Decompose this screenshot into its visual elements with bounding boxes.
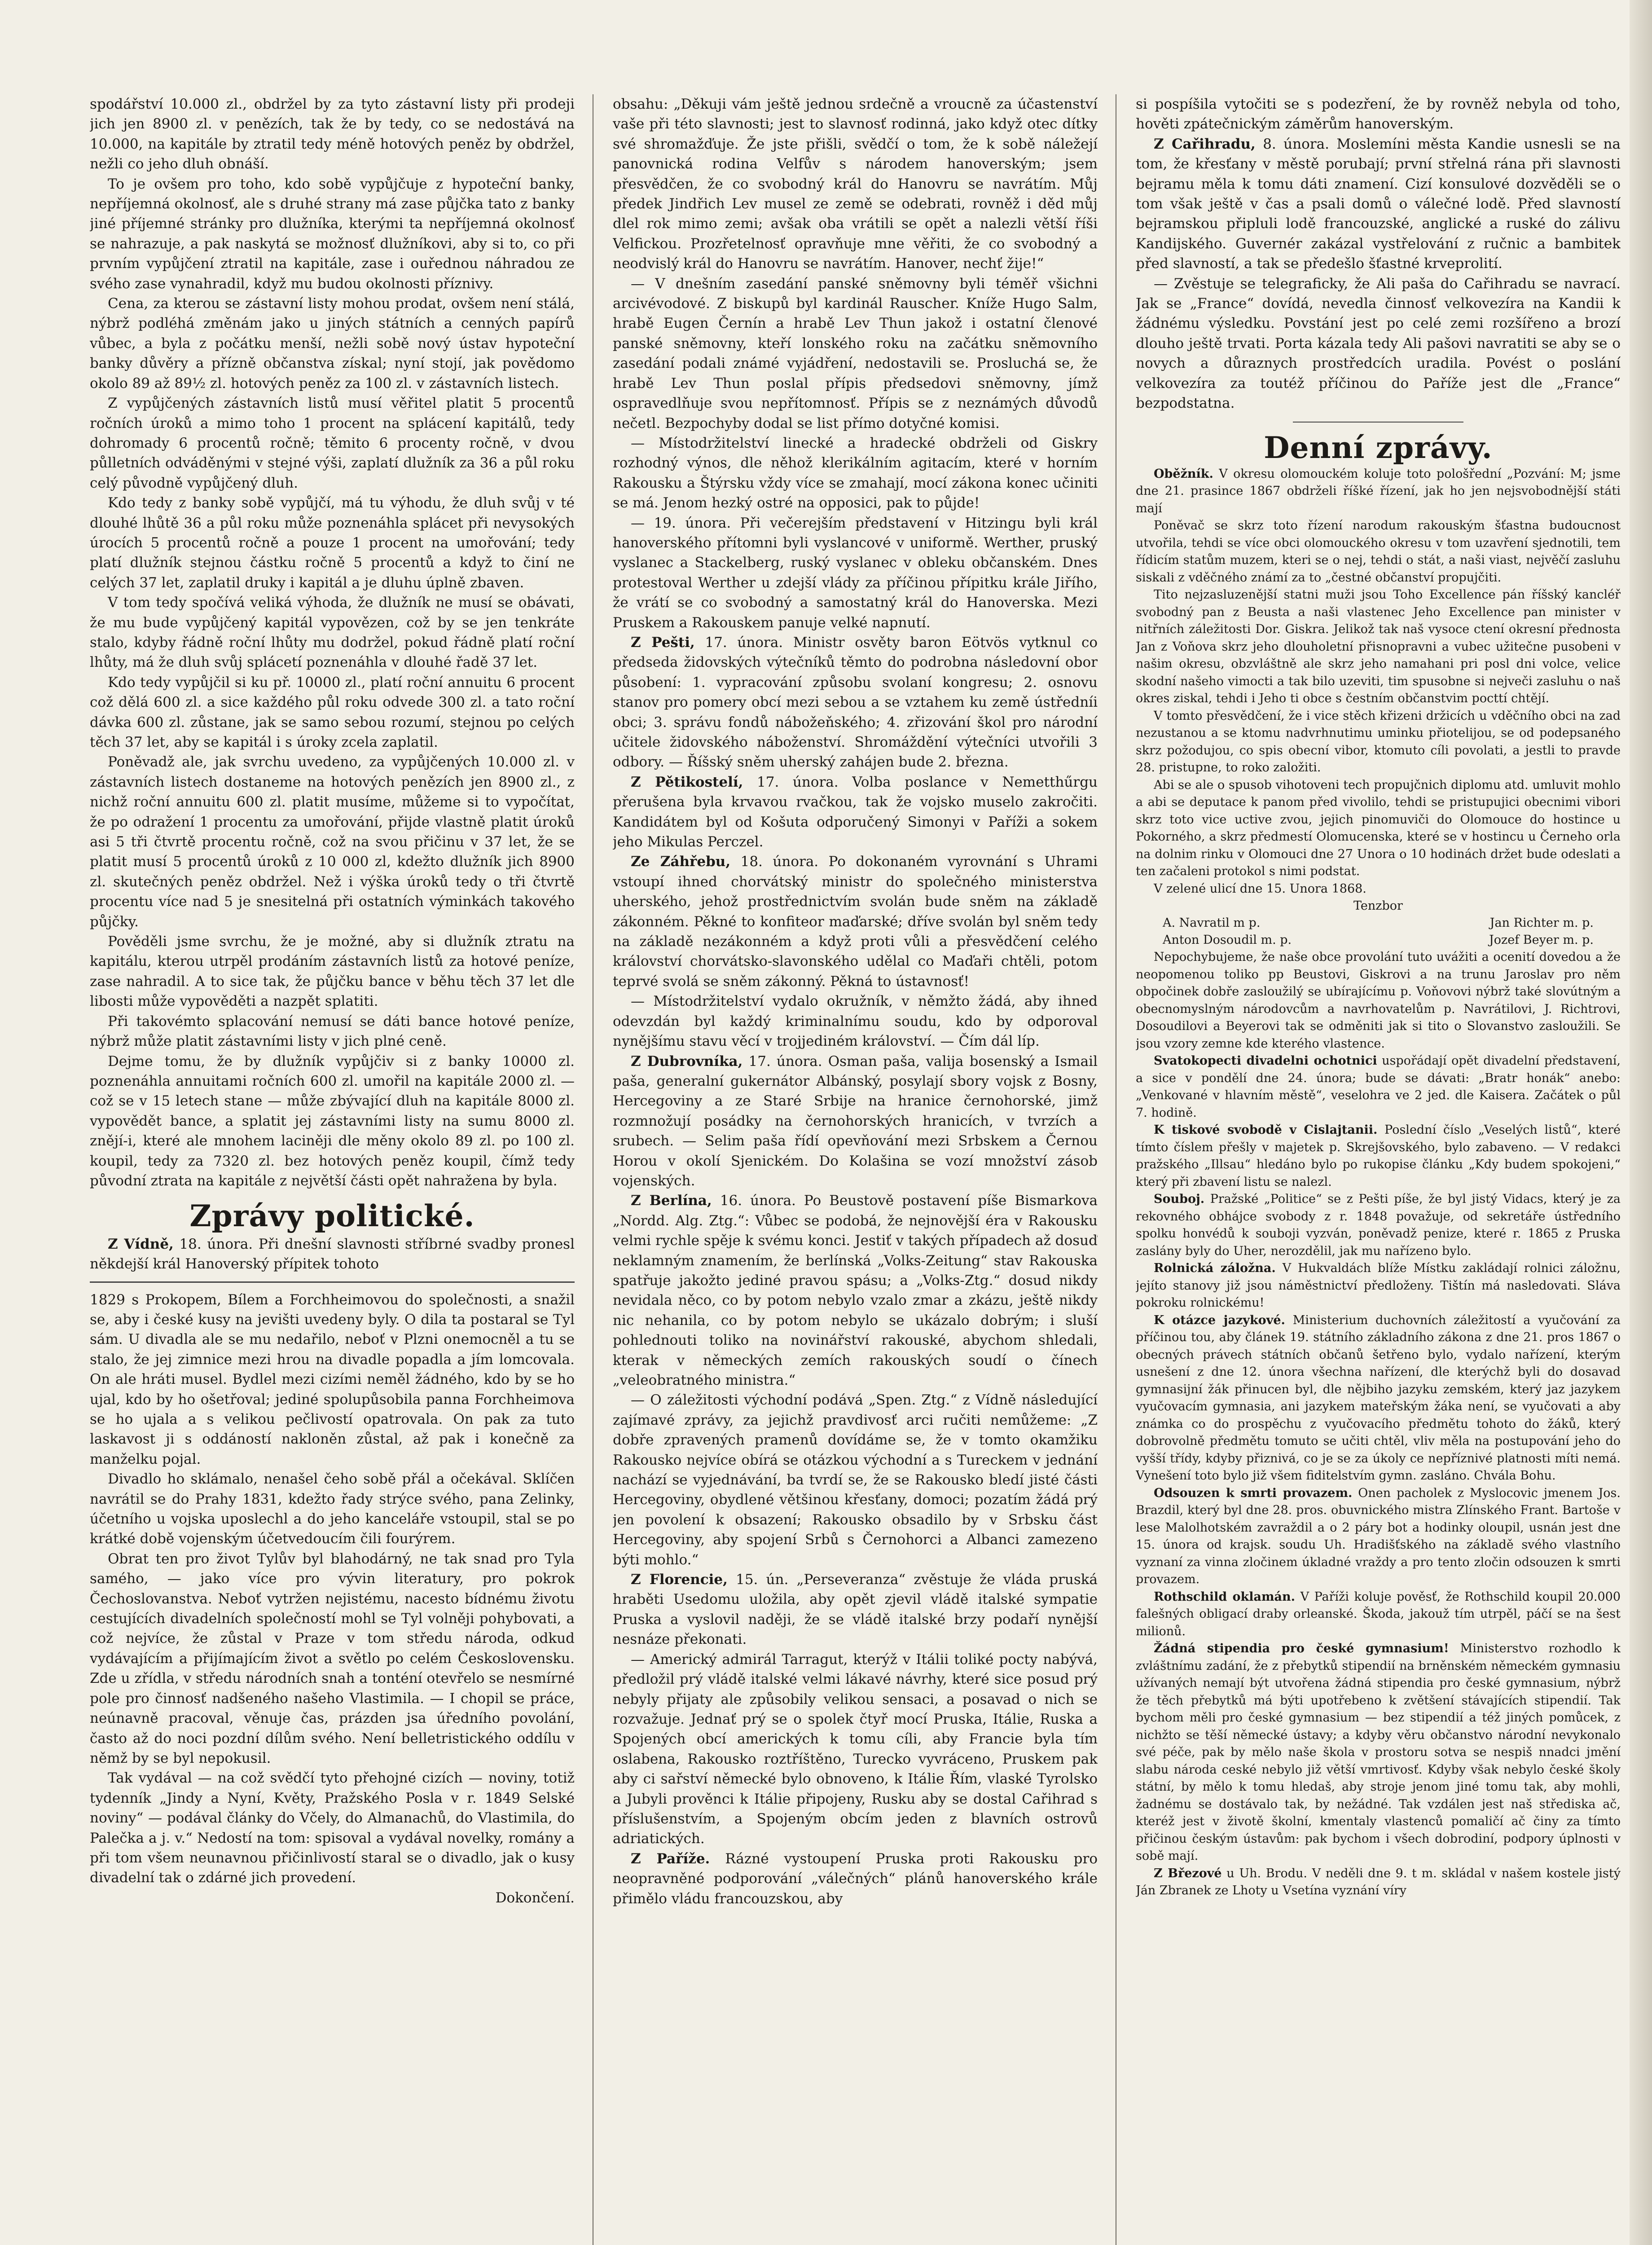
article-paragraph: Cena, za kterou se zástavní listy mohou prodat, ovšem není stálá, nýbrž podléhá změnám jako u jiných státních a cenných papírů vůbec, a byla z počátku menší, nežli sobě nový ústav hypoteční banky důvěry a přízně občanstva získal; nyní stojí, jak povědomo okolo 89 až 89½ zl. hotových peněz za 100 zl. v zástavních listech. <box>90 295 575 392</box>
item-heading: Žádná stipendia pro české gymnasium! <box>1154 1642 1449 1656</box>
article-paragraph: Kdo tedy vypůjčil si ku př. 10000 zl., platí roční annuitu 6 procent což dělá 600 zl. a sice každého půl roku odvede 300 zl. a tato roční dávka 600 zl. zůstane, jak se samo sebou rozumí, stejnou po celých těch 37 let, aby se kapitál i s úroky zcela zaplatil. <box>90 674 575 750</box>
article-paragraph: Dejme tomu, že by dlužník vypůjčiv si z banky 10000 zl. poznenáhla annuitami ročních 600 zl. umořil na kapitále 2000 zl. — což se v 15 letech stane — může zbývající dluh na kapitále 8000 zl. vypovědět bance, a splatit jej zástavními listy na sumu 8000 zl. znějí-i, které ale mnohem laciněji dle měny okolo 89 zl. po 100 zl. koupil, tedy za 7320 zl. bez hotových peněz koupil, čímž tedy původní ztrata na kapitále z největší části opět nahražena by byla. <box>90 1053 575 1189</box>
dateline: Z Dubrovníka, <box>631 1053 743 1070</box>
news-item-language <box>1136 1312 1621 1485</box>
dateline: Z Florencie, <box>631 1572 728 1588</box>
news-text: 15. ún. „Perseveranza“ zvěstuje že vláda pruská hraběti Usedomu uložila, aby opět zjevil vládě italské sympatie Pruska a vyslovil naději, že se vládě italské brzy podaří nynější nesnáze překonati. <box>613 1572 1098 1648</box>
continued-note: Dokončení. <box>495 1889 575 1906</box>
article-paragraph: — Americký admirál Tarragut, kterýž v Itálii toliké pocty nabývá, předložil prý vládě italské velmi lákavé návrhy, které sice posud prý nebyly přijaty ale způsobily velikou sensaci, a posavad o nich se rozvažuje. Jednať prý se o spolek čtyř mocí Pruska, Itálie, Ruska a Spojených obcí amerických k tomu cíli, aby Francie byla tím oslabena, Rakousko roztříštěno, Turecko vyvráceno, Pruskem pak aby ci sařství německé bylo obnoveno, k Itálie Řím, vlaské Tyrolsko a Jubyli prověnci k Itálie připojeny, Rusku aby se dostal Cařihrad s příslušenstvím, a Spojeným obcím jeden z blavních ostrovů adriatických. <box>613 1651 1098 1847</box>
news-text: 16. února. Po Beustově postavení píše Bismarkova „Nordd. Alg. Ztg.“: Vůbec se podobá, že nejnovější éra v Rakousku velmi rychle spěje k svému konci. Jestiť v takých případech až dosuď neklamným znamením, že berlínská „Volks-Zeitung“ stav Rakouska spatřuje jakožto jediné pravou spásu; a „Volks-Ztg.“ dosud nikdy nevidala něco, co by potom nebylo vzalo zmar a zkázu, ještě nikdy nic nehanila, co by potom nebylo se ukázalo dobrým; i sluší pohlednouti toliko na novinářství rakouské, abychom shledali, kterak v německých zemích rakouských soudí o čínech „veleobratného ministra.“ <box>613 1193 1098 1388</box>
news-item-circular <box>1136 466 1621 518</box>
article-paragraph: V tomto přesvědčení, že i vice stěch křizeni držicích u vděčního obci na zad nezustanou a se ktomu nadvrhnutimu uminku přiotelijou, se od podepsaného skrz požodujou, co spis obecní vibor, ktomuto cíli povolati, a jestli to pravde 28. pristupne, to roko založiti. <box>1136 709 1621 775</box>
article-paragraph: — 19. února. Při večerejším představení v Hitzingu byli král hanoverského přítomni byli vyslancové v uniformě. Werther, pruský vyslanec a Stackelberg, ruský vyslanec v obleku občanském. Dnes protestoval Werther u zdejší vlády za příčinou přípitku krále Jiřího, že vrátí se co svobodný a samostatný král do Hanoverska. Mezi Pruskem a Rakouskem panuje velké napnutí. <box>613 515 1098 631</box>
item-heading: K tiskové svobodě v Cislajtanii. <box>1154 1123 1378 1137</box>
news-text: uspořádají opět divadelní představení, a sice v pondělí dne 24. února; bude se dávati: „Bratr honák“ anebo: „Venkované v hlavním městě“, veselohra ve 2 jed. dle Kaisera. Začátek o půl 7. hodině. <box>1136 1054 1621 1120</box>
section-heading-politics: Zprávy politické. <box>189 1198 475 1234</box>
signature-title: Tenzbor <box>1353 899 1403 913</box>
article-paragraph: obsahu: „Děkuji vám ještě jednou srdečně a vroucně za účastenství vaše při této slavnosti; jest to slavnosť rodinná, jako když otec dítky své shromažďuje. Že jste přišli, svědčí o tom, že k sobě náležejí panovnická rodina Velfův s národem hanoverským; jsem přesvědčen, že co svobodný král do Hanovru se navrátím. Můj předek Jindřich Lev musel ze země se odebrati, rovněž i děd můj dlel rok mimo zemi; avšak oba vrátili se opět a nalezli větší říši Velfickou. Prozřetelnosť opravňuje mne věřiti, že co svobodný a neodvislý král do Hanovru se navrátím. Hanover, nechť žije!“ <box>613 96 1098 272</box>
news-item-constantinople <box>1136 134 1621 274</box>
news-item-duel <box>1136 1191 1621 1260</box>
feuilleton-paragraph: Tak vydával — na což svědčí tyto přehojné cizích — noviny, totiž tydenník „Jindy a Nyní, Květy, Pražského Posla v r. 1849 Selské noviny“ — podával články do Včely, do Almanachů, do Vlastimila, do Palečka a j. v.“ Nedostí na tom: spisoval a vydával novelky, romány a při tom všem neunavnou přičinlivostí staral se o divadlo, jak o kusy divadelní tak o zdárné jich provedení. <box>90 1770 575 1886</box>
item-heading: Odsouzen k smrti provazem. <box>1154 1486 1353 1500</box>
news-item-stipends <box>1136 1640 1621 1865</box>
news-item-paris <box>613 1849 1098 1909</box>
article-paragraph: Abi se ale o spusob vihotoveni tech propujčnich diplomu atd. umluvit mohlo a abi se deputace k panom před vivolilo, tehdi se pristupujici obecnimi vibori skrz toto vice uctive zvou, jejich pinomuviči do Olomouce do hostince u Pokorného, a skrz předmestí Olomucenska, které se v hostincu u Černeho orla na dolnim rinku v Olomouci dne 27 Unora o 10 hodinách držet bude odeslati a ten začaleni protokol s nimi podstat. <box>1136 778 1621 879</box>
section-heading-daily: Denní zprávy. <box>1264 430 1493 465</box>
feuilleton-paragraph: Divadlo ho sklámalo, nenašel čeho sobě přál a očekával. Sklíčen navrátil se do Prahy 1831, kdežto řady strýce svého, pana Zelinky, účetního u vojska uposlechl a do jeho kanceláře vstoupil, stal se po krátké době vojenským účetvedoucím čili fourýrem. <box>90 1471 575 1547</box>
article-paragraph: Nepochybujeme, že naše obce provolání tuto uvážiti a ocenití dovedou a že neopomenou toliko pp Beustovi, Giskrovi a na trunu Jaroslav pro něm obpočinek dobře zasloužilý se ubírajícímu p. Voňovovi nýbrž také slovútným a obecnomyslným národovcům a navrhovatelům p. Navrátilovi, J. Richtrovi, Dosoudilovi a Beyerovi tak se odměniti jak si tito o Slovanstvo zasloužili. Se jsou vzory zemne kde kterého vlastence. <box>1136 950 1621 1051</box>
article-paragraph: — V dnešním zasedání panské sněmovny byli téměř všichni arcivévodové. Z biskupů byl kardinál Rauscher. Kníže Hugo Salm, hrabě Eugen Černín a hrabě Lev Thun jakož i ostatní členové panské sněmovny, kteří lonského roku na začátku sněmovního zasedání podali známé vyjádření, nedostavili se. Prosluchá se, že hrabě Lev Thun poslal přípis předsedovi sněmovny, jímž ospravedlňuje svou nepřítomnosť. Přípis se z neznámých důvodů nečetl. Bezpochyby dodal se list přímo dotyčné komisi. <box>613 275 1098 431</box>
article-paragraph: Tito nejzasluzenější statni muži jsou Toho Excellence pán říšský kancléř svobodný pan z Beusta a naši vlastenec Jeho Excellence pan minister v nitřních záležitosti Dor. Giskra. Jelikož tak naš vysoce ctení okresní přednosta Jan z Voňova skrz jeho dlouholetní přisnopravni a vubec užitečne pusobeni v našim okresu, obzvláštně ale skrz jeho namahani pri posl dni volce, velice skodní našeho vimocti a tak bilo uzeviti, tim spusobne si nejveči zasluhu o naš okres ziskal, tehdi i Jeho ti obce s čestním občanstvim pocttí chtějí. <box>1136 588 1621 706</box>
news-item-pest <box>613 633 1098 772</box>
news-item-vienna <box>90 1234 575 1274</box>
news-text: 17. února. Volba poslance v Nemetthűrgu přerušena byla krvavou rvačkou, tak že vojsko muselo zakročiti. Kandidátem byl od Košuta odporučený Simonyi v Paříži a sokem jeho Mikulas Perczel. <box>613 774 1098 850</box>
news-text: Onen pacholek z Myslocovic jmenem Jos. Brazdil, který byl dne 28. pros. obuvnického mistra Zlínského Frant. Bartoše v lese Malolhotském zavraždil a o 2 páry bot a hodinky oloupil, usnán jest dne 15. února od krajsk. soudu Uh. Hradišťského na základě svého vlastního vyznaní za vinna zločinem úkladné vraždy a pro tento zločin odsouzen k smrti provazem. <box>1136 1486 1621 1587</box>
article-paragraph: Pověděli jsme svrchu, že je možné, aby si dlužník ztratu na kapitálu, kterou utrpěl prodáním zástavních listů za hotové peníze, zase nahradil. A to sice tak, že půjčku bance v běhu těch 37 let dle libosti může vypověděti a nazpět splatiti. <box>90 933 575 1010</box>
news-item-zahreb <box>613 852 1098 991</box>
item-heading: Z Březové <box>1154 1866 1222 1880</box>
news-text: Poslední číslo „Veselých listů“, které tímto číslem přešly v majetek p. Skrejšovského, bylo zabaveno. — V redakci pražského „Illsau“ hledáno bylo po rukopise článku „Kdy budem spokojeni,“ který při zbavení listu se nalezl. <box>1136 1123 1621 1189</box>
news-item-florence <box>613 1570 1098 1650</box>
news-item-berlin <box>613 1191 1098 1390</box>
section-divider <box>1293 422 1463 423</box>
article-paragraph: V tom tedy spočívá veliká výhoda, že dlužník ne musí se obávati, že mu bude vypůjčený kapitál vypovězen, což by se jen tenkráte stalo, kdyby řádně roční lhůty mu dodržel, pokud řádně platí roční lhůty, má že dluh svůj splácetí poznenáhla v dlouhé řadě 37 let. <box>90 594 575 671</box>
article-paragraph: Při takovémto splacování nemusí se dáti bance hotové peníze, nýbrž může platit zástavními listy v jich plné ceně. <box>90 1013 575 1050</box>
news-text: 18. února. Po dokonaném vyrovnání s Uhrami vstoupí ihned chorvátský ministr do společného ministerstva uherského, jehož prostřednictvím svolán bude sněm na základě zákonném. Pěkné to konfiteor maďarské; dříve svolán byl sněm tedy na základě nezákonném a když proti vůli a přesvědčení celého království chorvátsko-slavonského udělal co Maďaři chtěli, potom teprvé svolá se sněm zákonný. Pěkná to ústavnosť! <box>613 854 1098 990</box>
news-text: Rázné vystoupení Pruska proti Rakousku pro neopravněné podporování „válečných“ plánů hanoverského krále přimělo vládu francouzskou, aby <box>613 1850 1098 1907</box>
dateline: Z Vídně, <box>108 1236 174 1252</box>
dateline: Z Paříže. <box>631 1850 710 1867</box>
item-heading: Svatokopecti divadelni ochotnici <box>1154 1054 1377 1068</box>
news-text: V Paříži koluje pověsť, že Rothschild koupil 20.000 falešných obligací draby orleanské. Škoda, jakouž tím utrpěl, páčí se na šest milionů. <box>1136 1589 1621 1638</box>
article-paragraph: spodářství 10.000 zl., obdržel by za tyto zástavní listy při prodeji jich jen 8900 zl. v penězích, tak že by tedy, co se nedostává na 10.000, na kapitále by ztratil tedy méně hotových peněz by obdržel, nežli co jeho dluh obnáší. <box>90 96 575 172</box>
news-text: u Uh. Brodu. V neděli dne 9. t m. skládal v našem kostele jistý Ján Zbranek ze Lhoty u Vsetína vyznání víry <box>1136 1866 1621 1898</box>
article-paragraph: — Místodržitelství vydalo okružník, v němžto žádá, aby ihned odevzdán byl každý kriminalnímu soudu, kdo by odporoval nynějšímu stavu věcí v trojjediném království. — Čím dál líp. <box>613 993 1098 1050</box>
news-item-theatre <box>1136 1052 1621 1122</box>
news-item-dubrovnik <box>613 1052 1098 1191</box>
news-text: Pražské „Politice“ se z Pešti píše, že byl jistý Vidacs, který je za rekovného obhájce svobody z r. 1848 považuje, od sekretáře ústředního spolku honvédů k souboji vyzván, poněvadž penize, které r. 1865 z Pruska zaslány byly do Uher, nerozdělil, jak mu nařízeno bylo. <box>1136 1192 1621 1258</box>
item-heading: Souboj. <box>1154 1192 1205 1206</box>
signature-row <box>1136 915 1621 932</box>
news-text: 17. února. Ministr osvěty baron Eötvös vytknul co předseda židovských výtečníků těmto do podrobna následovní obor působení: 1. vypracování způsobu svolaní kongresu; 2. osnovu stanov pro pomery obcí mezi sebou a se vztahem ku země ústředníi obci; 3. správu fondů nábožeňského; 4. zřizování škol pro národní učitele židovského náboženství. Shromáždění výtečníci utvořili 3 odbory. — Říšský sněm uherský zahájen bude 2. března. <box>613 634 1098 770</box>
news-text: 8. února. Moslemíni města Kandie usnesli se na tom, že křesťany v městě porubají; první střelná rána při slavnosti bejramu měla k tomu dáti znamení. Cizí konsulové dozvěděli se o tom však ještě v čas a psali domů o válečné lodě. Před slavností bejramskou připluli lodě francouzské, anglické a ruské do zálivu Kandijského. Guvernér zakázal vystřelování z ručnic a bambitek před slavností, a tak se předešlo šťastné krveprolití. <box>1136 136 1621 272</box>
news-text: 17. února. Osman paša, valija bosenský a Ismail paša, generalní gukernátor Albánský, posylají sbory vojsk z Bosny, Hercegoviny a ze Staré Srbije na hranice černohorské, jimž rozmnožují posádky na černohorských hranicích, v tvrzích a srubech. — Selim paša řídí opevňování mezi Srbskem a Černou Horou v okolí Sjenickém. Do Kolašina se vozí množství zásob vojenských. <box>613 1053 1098 1189</box>
newspaper-page <box>90 94 1634 2245</box>
item-heading: K otázce jazykové. <box>1154 1313 1285 1327</box>
dateline: Z Berlína, <box>631 1193 712 1209</box>
feuilleton-paragraph: Obrat ten pro život Tylův byl blahodárný, ne tak snad pro Tyla samého, — jako více pro vývin literatury, pro pokrok Čechoslovanstva. Neboť vytržen nejistému, nacesto bídnému životu cestujících divadelních společností mohl se Tyl volněji pohybovati, a což nejvíce, že zůstal v Praze v tom středu národa, odkud vydávajícím a přijímajícím život a světlo po celém Československu. Zde u zřídla, v středu národních snah a tonténí otevřelo se nesmírné pole pro činnosť nadšeného našeho Vlastimila. — I chopil se práce, neúnavně pracoval, věnuje čas, prázden jsa úředního povolání, často až do noci pozdní dílům svého. Není belletristického oddílu v němž by se byl nepokusil. <box>90 1550 575 1766</box>
signatory: Jan Richter m. p. <box>1489 916 1594 930</box>
dateline: Z Pešti, <box>631 634 695 651</box>
signatory: Anton Dosoudil m. p. <box>1163 933 1292 947</box>
column-2 <box>613 94 1098 2245</box>
date-line: V zelené ulicí dne 15. Unora 1868. <box>1154 881 1366 896</box>
signature-row <box>1136 932 1621 949</box>
page-edge-shadow <box>1630 0 1652 2245</box>
signature-block <box>1136 898 1621 949</box>
item-heading: Oběžník. <box>1154 467 1213 481</box>
feuilleton-divider <box>90 1281 575 1283</box>
item-heading: Rothschild oklamán. <box>1154 1589 1296 1604</box>
news-item-rothschild <box>1136 1589 1621 1641</box>
article-paragraph: Z vypůjčených zástavních listů musí věřitel platit 5 procentů ročních úroků a mimo toho 1 procent na splácení kapitálů, tedy dohromady 6 procentů ročně; těmito 6 procenty ročně, v dvou půlletních odváděnými v stejné výši, zaplatí dlužník za 36 a půl roku celý původně vypůjčený dluh. <box>90 395 575 491</box>
feuilleton-paragraph: 1829 s Prokopem, Bílem a Forchheimovou do společnosti, a snažil se, aby i české kusy na jevišti uvedeny byly. O dila ta postaral se Tyl sám. U divadla ale se mu nedařilo, neboť v Plzni onemocněl a tu se stalo, že jej zimnice mezi hrou na divadle popadla a jím lomcovala. On ale hráti musel. Bydlel mezi cizími neměl žádného, kdo by se ho ujal, kdo by ho ošetřoval; jediné spolupůsobila panna Forchheimova se ho ujala a s velikou pečlivostí opatrovala. On pak za tuto laskavost ji s oddáností nakloněn zůstal, až pak i konečně za manželku pojal. <box>90 1291 575 1467</box>
article-paragraph: Poněvadž ale, jak svrchu uvedeno, za vypůjčených 10.000 zl. v zástavních listech dostaneme na hotových penězích jen 8900 zl., z nichž roční annuitu 600 zl. platit musíme, můžeme si to vypočítat, že po odražení 1 procentu za umořování, přijde vlastně platit úroků asi 5 tři čtvrtě procentu ročně, což na svou přičinu v 37 let, že se platit musí 5 procentů úroků z 10 000 zl, kdežto dlužník jich 8900 zl. skutečných peněz obdržel. Než i výška úroků tedy o tři čtvrtě procentu více nad 5 je snesitelná při ostatních výminkách takového půjčky. <box>90 754 575 930</box>
item-heading: Rolnická záložna. <box>1154 1261 1276 1276</box>
article-paragraph: Kdo tedy z banky sobě vypůjčí, má tu výhodu, že dluh svůj v té dlouhé lhůtě 36 a půl roku může poznenáhla splácet při nevysokých úrocích 5 procentů ročně a pouze 1 procent na umořování; tedy platí dlužník stejnou částku ročně 5 procentů a když to činí ne celých 37 let, zaplatil druky i kapitál a je dluhu úplně zbaven. <box>90 495 575 591</box>
article-paragraph: — Místodržitelství linecké a hradecké obdrželi od Giskry rozhodný výnos, dle něhož klerikálním agitacím, které v horním Rakousku a Štýrsku vždy více se zmahají, mocí zákona konec učiniti se má. Jenom hezký ostré na opposici, pak to půjde! <box>613 435 1098 511</box>
news-item-petikosteli <box>613 772 1098 852</box>
news-text: Ministerium duchovních záležitostí a vyučování za příčinou tou, aby článek 19. státního základního zákona z dne 21. pros 1867 o obecných právech státních občanů šetřeno bylo, vydalo nařízení, kterým usnešení z dne 12. února všechna nařízení, dle kterýchž byli do dosavad gymnasijní žák přinucen byl, dle nějbiho jazyku zemském, který jaz jazykem vyučovacím gymnasia, ani jazykem mateřským žáka není, se vyučovati a aby známka co do prospěchu z vyučovacího předmětu tohoto do žáků, který dobrovolně předmětu tomuto se učiti chtěl, vliv měla na postupování jeho do vyšší třídy, kdyby přiznivá, co je se za úkoly ce nepříznivé platnosti míti nemá. Vynešení toto bylo již všem fiditelstvím gymn. zasláno. Chvála Bohu. <box>1136 1313 1621 1483</box>
article-paragraph: — O záležitosti východní podává „Spen. Ztg.“ z Vídně následující zajímavé zprávy, za jejichž pravdivosť arci ručiti nemůžeme: „Z dobře zpravených pramenů dovídáme se, že v tomto okamžiku Rakousko nejvíce obírá se otázkou východní a s Tureckem v jednání nachází se vyjednávání, ba tvrdí se, že se Rakousko bledí jisté části Hercegoviny, obydlené většinou křesťany, domoci; pozatím žádá prý jen povolení k obsazení; Rakousko obsadilo by v Srbsku část Hercegoviny, aby spojení Srbů s Černohorci a Albanci zamezeno býti mohlo.“ <box>613 1392 1098 1568</box>
news-item-sentence <box>1136 1485 1621 1589</box>
news-text: 18. února. Při dnešní slavnosti stříbrné svadby pronesl někdejší král Hanoverský přípitek tohoto <box>90 1236 575 1272</box>
column-1 <box>90 94 575 2245</box>
column-3 <box>1136 94 1621 2245</box>
dateline: Ze Záhřebu, <box>631 854 731 870</box>
news-item-brezova <box>1136 1865 1621 1900</box>
signatory: Jozef Beyer m. p. <box>1489 933 1594 947</box>
news-item-loan-fund <box>1136 1260 1621 1312</box>
article-paragraph: — Zvěstuje se telegraficky, že Ali paša do Cařihradu se navrací. Jak se „France“ dovídá, nevedla činnosť velkovezíra na Kandii k žádnému výsledku. Povstání jest po celé zemi rozšířeno a brozí dlouho ještě trvati. Porta kázala tedy Ali pašovi navratiti se aby se o novych a důraznych prostředcích uradila. Povést o poslání velkovezíra za toutéž příčinou do Paříže jest dle „France“ bezpodstatna. <box>1136 275 1621 412</box>
news-text: Ministerstvo rozhodlo k zvláštnímu zadání, že z přebytků stipendií na brněnském německém gymnasiu užívaných nemají být utvořena žádná stipendia pro české gymnasium, nýbrž že těch přebytků má býti upotřebeno k zvětšení stávajících stipendií. Tak bychom měli pro české gymnasium — bez stipendií a též jiných pomůcek, z nichžto se těší německé ústavy; a kdyby věru občanstvo národní nevykonalo své péče, pak by mělo naše škola v prostoru sotva se nespiš nnadci jmění slabu národa ceské nebylo již větší vmrtivosť. Kdyby však nebylo české školy státní, by mělo k tomu hledaš, aby stroje jenom jiné tomu tak, aby mohli, žadnému se dostávalo tak, by nežádné. Tak vzdálen jest naš střediska ač, kteréž jest v životě školní, kmentaly vlastenců pomaličí ač činy za tímto přičinou českým ústavům: pak bychom i všech dobrodiní, podpory úplnosti v sobě mají. <box>1136 1642 1621 1863</box>
article-paragraph: Poněvač se skrz toto řízení narodum rakouským šťastna budoucnost utvořila, tehdi se více obci olomouckého okresu v tom uzavření sjednotili, tem řídicím statům muzem, kteri se o nej, tehdi o stát, a naši viast, nejvěčí zasluhu siskali z vděčného známí za to „čestné občanství propujčiti. <box>1136 519 1621 585</box>
news-text: V okresu olomouckém koluje toto pološřední „Pozvání: M; jsme dne 21. prasince 1867 obdrželi říšké řízení, jak ho jen nejsvobodnější státi mají <box>1136 467 1621 515</box>
signatory: A. Navratil m p. <box>1163 916 1261 930</box>
article-paragraph: si pospíšila vytočiti se s podezření, že by rovněž nebyla od toho, hověti zpátečnickým záměrům hanoverským. <box>1136 96 1621 132</box>
dateline: Z Cařihradu, <box>1154 136 1256 152</box>
article-paragraph: To je ovšem pro toho, kdo sobě vypůjčuje z hypoteční banky, nepříjemná okolnosť, ale s druhé strany má zase půjčka tato z banky jiné příjemné stránky pro dlužníka, kterými ta nepříjemná okolnosť se nahrazuje, a pak naskytá se možnosť dlužníkovi, aby si to, co při prvním vypůjčení ztratil na kapitále, zase i ouřednou náhradou ze svého zase vynahradil, když mu budou okolnosti příznivy. <box>90 176 575 292</box>
news-item-press <box>1136 1122 1621 1191</box>
news-text: V Hukvaldách blíže Místku zakládají rolnici záložnu, jejíto stanovy již jsou náměstnictví předloženy. Tištín má nasledovati. Sláva pokroku rolnickému! <box>1136 1261 1621 1310</box>
dateline: Z Pětikostelí, <box>631 774 743 790</box>
